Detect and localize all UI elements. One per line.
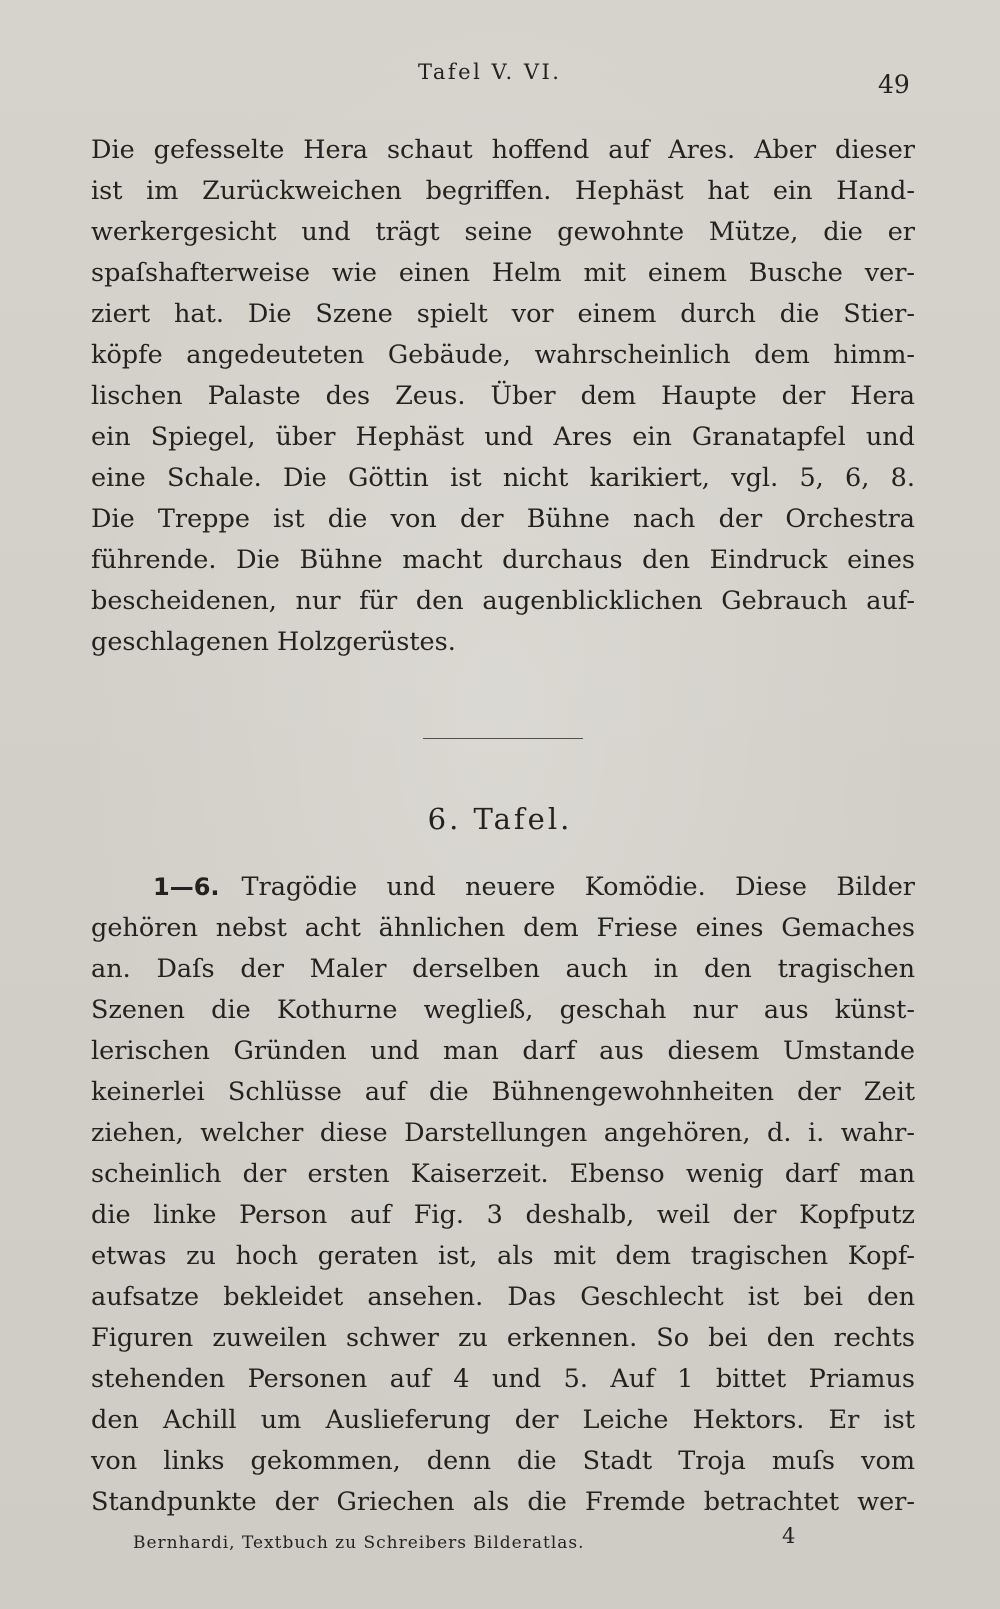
item-number: 1—6. (153, 873, 220, 901)
paragraph-plate-6 (91, 867, 915, 1523)
text-line: lischen Palaste des Zeus. Über dem Haupte der Hera (91, 381, 915, 411)
text-line: Szenen die Kothurne wegließ, geschah nur aus künst- (91, 995, 915, 1025)
text-line: Figuren zuweilen schwer zu erkennen. So bei den rechts (91, 1323, 915, 1353)
text-line: keinerlei Schlüsse auf die Bühnengewohnheiten der Zeit (91, 1077, 915, 1107)
text-line: ein Spiegel, über Hephäst und Ares ein Granatapfel und (91, 422, 915, 452)
footer-signature-line: Bernhardi, Textbuch zu Schreibers Bilderatlas. (133, 1533, 585, 1553)
section-divider (423, 738, 583, 739)
paragraph-plate-5 (91, 130, 915, 663)
running-head: Tafel V. VI. (418, 60, 562, 84)
text-line: etwas zu hoch geraten ist, als mit dem tragischen Kopf- (91, 1241, 915, 1271)
text-line: Die gefesselte Hera schaut hoffend auf Ares. Aber dieser (91, 135, 915, 165)
text-line: scheinlich der ersten Kaiserzeit. Ebenso wenig darf man (91, 1159, 915, 1189)
text-line: ziehen, welcher diese Darstellungen angehören, d. i. wahr- (91, 1118, 915, 1148)
text-line: werkergesicht und trägt seine gewohnte Mütze, die er (91, 217, 915, 247)
text-line: köpfe angedeuteten Gebäude, wahrscheinlich dem himm- (91, 340, 915, 370)
text-line: lerischen Gründen und man darf aus diesem Umstande (91, 1036, 915, 1066)
text-line: führende. Die Bühne macht durchaus den Eindruck eines (91, 545, 915, 575)
sheet-number: 4 (782, 1524, 796, 1548)
text-line: von links gekommen, denn die Stadt Troja muſs vom (91, 1446, 915, 1476)
text-line: ist im Zurückweichen begriffen. Hephäst hat ein Hand- (91, 176, 915, 206)
text-line: eine Schale. Die Göttin ist nicht karikiert, vgl. 5, 6, 8. (91, 463, 915, 493)
text-line: Standpunkte der Griechen als die Fremde betrachtet wer- (91, 1487, 915, 1517)
first-text-line (91, 867, 915, 908)
section-heading: 6. Tafel. (427, 802, 573, 836)
first-line-text: Tragödie und neuere Komödie. Diese Bilder (241, 872, 915, 902)
text-line: an. Daſs der Maler derselben auch in den tragischen (91, 954, 915, 984)
text-line: gehören nebst acht ähnlichen dem Friese eines Gemaches (91, 913, 915, 943)
text-line: Die Treppe ist die von der Bühne nach der Orchestra (91, 504, 915, 534)
text-line: geschlagenen Holzgerüstes. (91, 627, 456, 657)
text-line: stehenden Personen auf 4 und 5. Auf 1 bittet Priamus (91, 1364, 915, 1394)
text-line: den Achill um Auslieferung der Leiche Hektors. Er ist (91, 1405, 915, 1435)
page-number: 49 (878, 70, 910, 99)
text-line: die linke Person auf Fig. 3 deshalb, weil der Kopfputz (91, 1200, 915, 1230)
text-line: bescheidenen, nur für den augenblicklichen Gebrauch auf- (91, 586, 915, 616)
text-line: aufsatze bekleidet ansehen. Das Geschlecht ist bei den (91, 1282, 915, 1312)
text-line: ziert hat. Die Szene spielt vor einem durch die Stier- (91, 299, 915, 329)
text-line: spaſshafterweise wie einen Helm mit einem Busche ver- (91, 258, 915, 288)
